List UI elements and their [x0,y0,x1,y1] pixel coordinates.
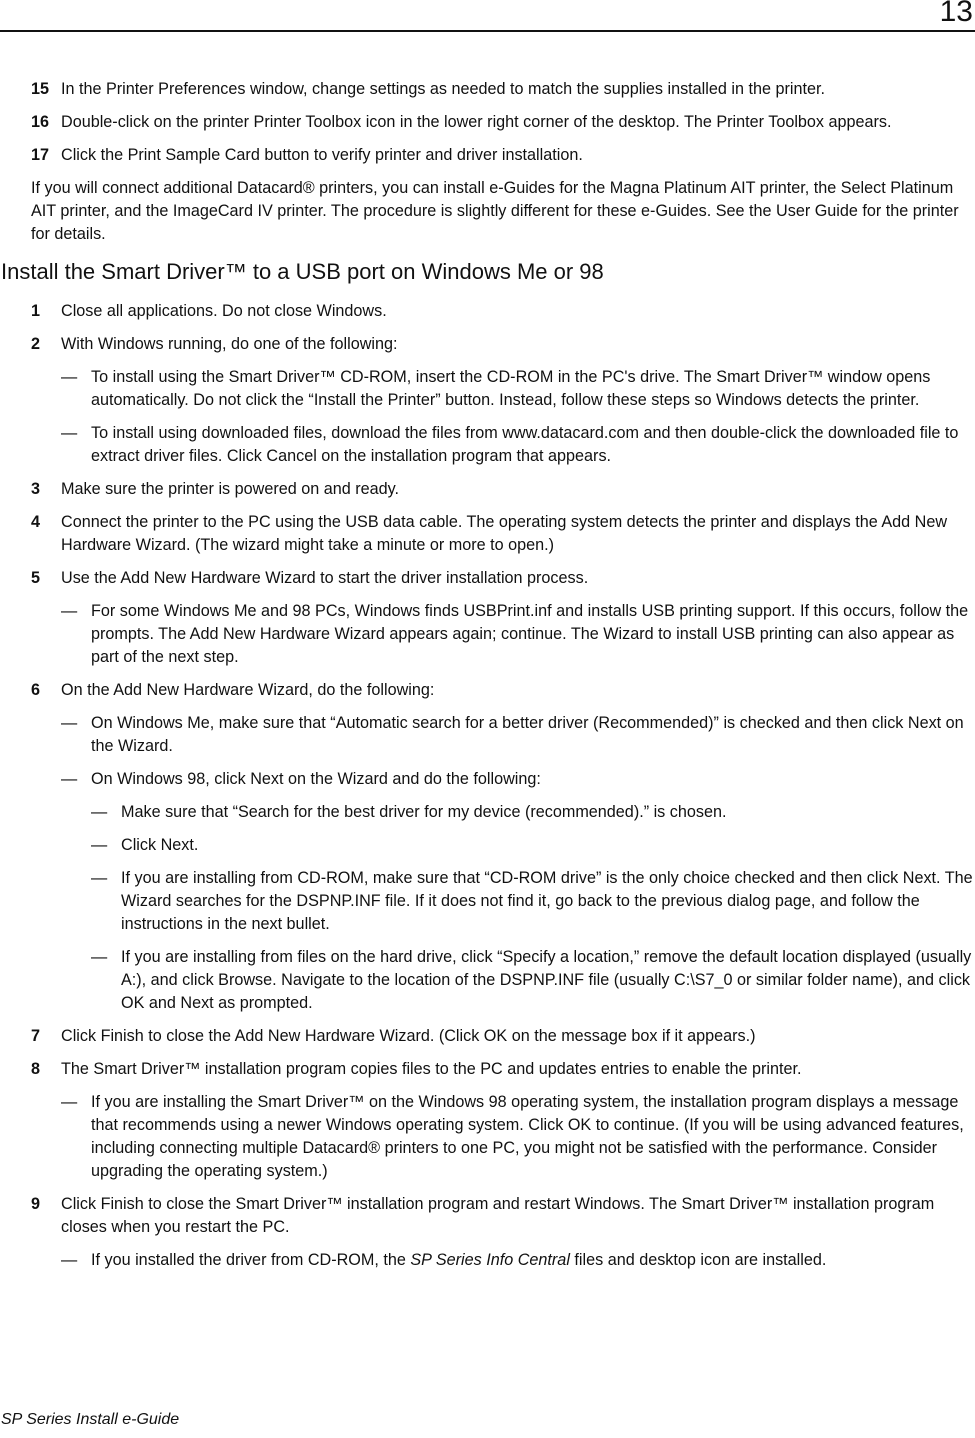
step-number: 1 [31,302,41,320]
step-text: Double-click on the printer Printer Toolbox icon in the lower right corner of the desktop. The Printer Toolbox appears. [61,113,892,131]
nested-bullet-text: Click Next. [121,836,199,854]
step-4 [0,511,975,557]
step-number: 2 [31,335,41,353]
step-text: Use the Add New Hardware Wizard to start the driver installation process. [61,569,589,587]
dash-marker: — [91,836,108,854]
step-number: 9 [31,1195,41,1213]
product-name: SP Series Info Central [410,1251,570,1269]
dash-marker: — [61,1251,78,1269]
sub-bullet-text: To install using downloaded files, download the files from www.datacard.com and then double-click the downloaded file to extract driver files. Click Cancel on the installation program that appears. [91,424,959,465]
step-text: Click Finish to close the Smart Driver™ installation program and restart Windows. The Smart Driver™ installation program closes when you restart the PC. [61,1195,935,1236]
section-heading: Install the Smart Driver™ to a USB port on Windows Me or 98 [1,259,604,284]
sub-bullet-text: On Windows 98, click Next on the Wizard and do the following: [91,770,541,788]
dash-marker: — [61,714,78,732]
step-text: With Windows running, do one of the following: [61,335,398,353]
sub-bullet [0,600,975,669]
step-2 [0,333,975,356]
sub-bullet [0,768,975,791]
step-17 [0,144,975,167]
dash-marker: — [91,803,108,821]
step-text: The Smart Driver™ installation program copies files to the PC and updates entries to enable the printer. [61,1060,802,1078]
nested-bullet-text: If you are installing from files on the hard drive, click “Specify a location,” remove the default location displayed (usually A:), and click Browse. Navigate to the location of the DSPNP.INF file (usually C:\S7_0 or similar folder name), and click OK and Next as prompted. [121,948,972,1012]
sub-bullet [0,422,975,468]
nested-bullet [0,801,975,824]
step-number: 15 [31,80,50,98]
sub-bullet [0,1249,975,1272]
step-text: Click the Print Sample Card button to verify printer and driver installation. [61,146,583,164]
dash-marker: — [61,424,78,442]
sub-bullet-text: If you are installing the Smart Driver™ on the Windows 98 operating system, the installation program displays a message that recommends using a newer Windows operating system. Click OK to continue. (If you will be using advanced features, including connecting multiple Datacard® printers to one PC, you might not be satisfied with the performance. Consider upgrading the operating system.) [91,1093,964,1180]
dash-marker: — [91,948,108,966]
step-number: 17 [31,146,50,164]
header-rule [0,30,975,32]
nested-bullet-text: If you are installing from CD-ROM, make sure that “CD-ROM drive” is the only choice checked and then click Next. The Wizard searches for the DSPNP.INF file. If it does not find it, go back to the previous dialog page, and follow the instructions in the next bullet. [121,869,973,933]
step-5 [0,567,975,590]
dash-marker: — [91,869,108,887]
step-16 [0,111,975,134]
intro-paragraph: If you will connect additional Datacard® printers, you can install e-Guides for the Magna Platinum AIT printer, the Select Platinum AIT printer, and the ImageCard IV printer. The procedure is slightly different for these e-Guides. See the User Guide for the printer for details. [31,179,959,243]
dash-marker: — [61,368,78,386]
step-text: On the Add New Hardware Wizard, do the following: [61,681,435,699]
step-9 [0,1193,975,1239]
sub-bullet [0,1091,975,1183]
page-content [0,78,975,1282]
nested-bullet [0,946,975,1015]
sub-bullet-text: To install using the Smart Driver™ CD-ROM, insert the CD-ROM in the PC's drive. The Smart Driver™ window opens automatically. Do not click the “Install the Printer” button. Instead, follow these steps so Windows detects the printer. [91,368,931,409]
step-8 [0,1058,975,1081]
step-7 [0,1025,975,1048]
step-text: In the Printer Preferences window, change settings as needed to match the supplies installed in the printer. [61,80,825,98]
dash-marker: — [61,770,78,788]
step-text: Close all applications. Do not close Windows. [61,302,387,320]
nested-bullet-text: Make sure that “Search for the best driver for my device (recommended).” is chosen. [121,803,727,821]
sub-bullet-text-start: If you installed the driver from CD-ROM, the [91,1251,411,1269]
step-number: 7 [31,1027,41,1045]
step-number: 8 [31,1060,41,1078]
step-1 [0,300,975,323]
step-number: 4 [31,513,41,531]
step-text: Click Finish to close the Add New Hardware Wizard. (Click OK on the message box if it appears.) [61,1027,756,1045]
dash-marker: — [61,602,78,620]
sub-bullet [0,366,975,412]
sub-bullet-text: On Windows Me, make sure that “Automatic search for a better driver (Recommended)” is checked and then click Next on the Wizard. [91,714,964,755]
sub-bullet-text: For some Windows Me and 98 PCs, Windows finds USBPrint.inf and installs USB printing support. If this occurs, follow the prompts. The Add New Hardware Wizard appears again; continue. The Wizard to install USB printing can also appear as part of the next step. [91,602,969,666]
dash-marker: — [61,1093,78,1111]
step-number: 6 [31,681,41,699]
step-15 [0,78,975,101]
nested-bullet [0,834,975,857]
step-text: Connect the printer to the PC using the USB data cable. The operating system detects the printer and displays the Add New Hardware Wizard. (The wizard might take a minute or more to open.) [61,513,948,554]
step-3 [0,478,975,501]
nested-bullet [0,867,975,936]
step-number: 16 [31,113,50,131]
step-text: Make sure the printer is powered on and ready. [61,480,400,498]
sub-bullet-text [91,1251,826,1269]
step-6 [0,679,975,702]
step-number: 3 [31,480,41,498]
page-number: 13 [939,0,973,28]
step-number: 5 [31,569,41,587]
sub-bullet [0,712,975,758]
sub-bullet-text-end: files and desktop icon are installed. [569,1251,827,1269]
footer-guide-title: SP Series Install e-Guide [1,1411,180,1428]
